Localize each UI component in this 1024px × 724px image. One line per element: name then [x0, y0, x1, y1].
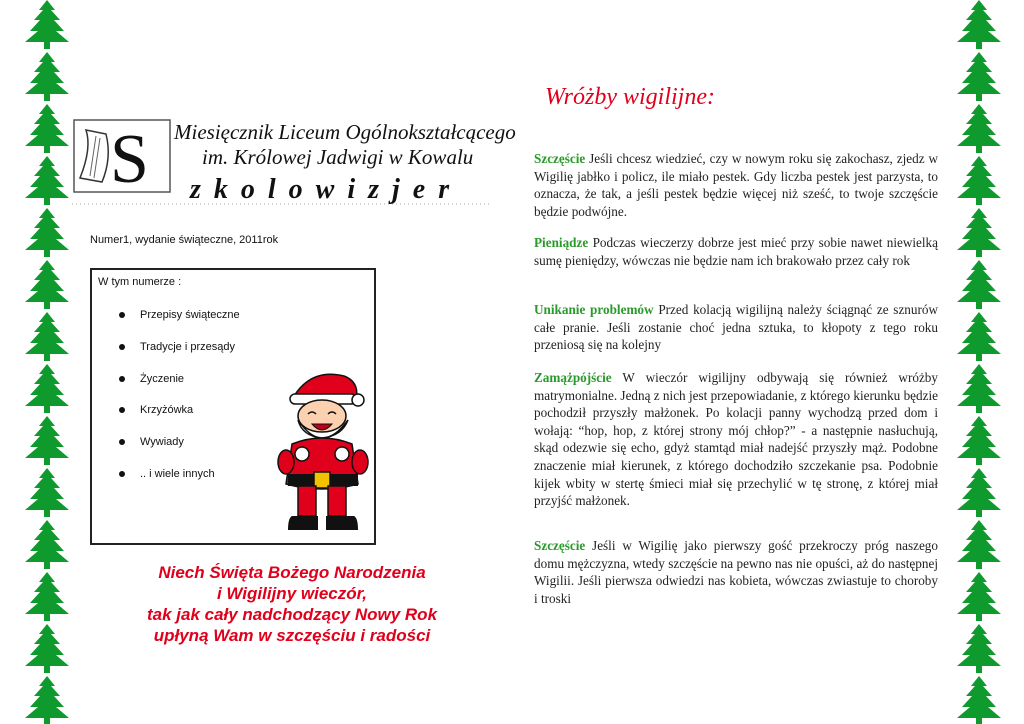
logo-letter: S — [110, 121, 149, 194]
christmas-tree-icon — [22, 466, 72, 518]
bullet-icon — [119, 439, 125, 445]
article-paragraph — [534, 537, 938, 607]
contents-item-label: .. i wiele innych — [140, 467, 215, 480]
newsletter-title: zkolowizjer — [190, 174, 463, 205]
article-paragraph — [534, 301, 938, 354]
christmas-tree-icon — [22, 622, 72, 674]
issue-line: Numer1, wydanie świąteczne, 2011rok — [90, 234, 279, 246]
list-item — [92, 467, 240, 499]
greeting-line: upłyną Wam w szczęściu i radości — [153, 626, 431, 645]
article-text: Przed kolacją wigilijną należy ściągnąć ze sznurów całe pranie. Jeśli zostanie choć jedna sztuka, to kłopoty z tego roku przeniosą się na kolejny — [534, 302, 938, 353]
christmas-tree-icon — [954, 154, 1004, 206]
greeting-line: i Wigilijny wieczór, — [216, 584, 368, 603]
christmas-tree-icon — [954, 0, 1004, 50]
christmas-tree-icon — [22, 310, 72, 362]
greeting-line: tak jak cały nadchodzący Nowy Rok — [146, 605, 438, 624]
christmas-tree-icon — [22, 674, 72, 724]
christmas-tree-icon — [954, 518, 1004, 570]
christmas-tree-icon — [954, 622, 1004, 674]
christmas-tree-icon — [954, 466, 1004, 518]
bullet-icon — [119, 344, 125, 350]
masthead-line-2: im. Królowej Jadwigi w Kowalu — [202, 145, 474, 169]
christmas-tree-icon — [22, 0, 72, 50]
bullet-icon — [119, 407, 125, 413]
christmas-tree-icon — [22, 518, 72, 570]
book-logo-icon — [72, 118, 172, 194]
christmas-tree-icon — [22, 154, 72, 206]
left-tree-border — [22, 0, 72, 724]
contents-item-label: Życzenie — [140, 372, 185, 385]
article-keyword: Unikanie problemów — [534, 302, 654, 317]
article-paragraph — [534, 150, 938, 220]
article-paragraph — [534, 234, 938, 269]
article-keyword: Zamążpójście — [534, 370, 612, 385]
santa-illustration — [272, 366, 372, 538]
list-item — [92, 308, 240, 340]
greeting-line: Niech Święta Bożego Narodzenia — [158, 563, 426, 582]
christmas-tree-icon — [954, 50, 1004, 102]
contents-item-label: Wywiady — [140, 436, 184, 449]
christmas-tree-icon — [22, 414, 72, 466]
contents-list — [92, 308, 240, 499]
christmas-tree-icon — [22, 362, 72, 414]
right-title: Wróżby wigilijne: — [545, 84, 715, 110]
masthead — [72, 118, 516, 208]
christmas-tree-icon — [954, 310, 1004, 362]
bullet-icon — [119, 471, 125, 477]
bullet-icon — [119, 312, 125, 318]
christmas-tree-icon — [22, 570, 72, 622]
article-text: W wieczór wigilijny odbywają się również wróżby matrymonialne. Jedną z nich jest przepowiadanie, z którego kierunku będzie pochodził przyszły małżonek. Po kolacji panny wychodzą przed dom i wołają: “hop, hop, z której strony mój chłop?” - a następnie nasłuchują, skąd odezwie się echo, gdyż stamtąd miał nadejść przyszły mąż. Podobne znaczenie miał kierunek, z którego dochodziło szczekanie psa. Podobnie kijek wbity w stertę śmieci miał się przechylić w tę stronę, z której miał przyjść małżonek. — [534, 370, 938, 509]
article-paragraph — [534, 369, 938, 510]
right-tree-border — [954, 0, 1004, 724]
contents-item-label: Przepisy świąteczne — [140, 309, 240, 321]
bullet-icon — [119, 376, 125, 382]
christmas-tree-icon — [22, 206, 72, 258]
christmas-tree-icon — [954, 674, 1004, 724]
christmas-tree-icon — [954, 206, 1004, 258]
article-text: Jeśli w Wigilię jako pierwszy gość przekroczy próg naszego domu mężczyzna, wtedy szczęście na pewno nas nie opuści, aż do następnej Wigilii. Jeśli pierwsza odwiedzi nas kobieta, wówczas zwiastuje to choroby i troski — [534, 538, 938, 606]
contents-item-label: Tradycje i przesądy — [140, 340, 235, 353]
christmas-tree-icon — [954, 570, 1004, 622]
contents-box — [90, 268, 376, 545]
masthead-line-1: Miesięcznik Liceum Ogólnokształcącego — [174, 120, 516, 144]
article-text: Podczas wieczerzy dobrze jest mieć przy sobie nawet niewielką sumę pieniędzy, wówczas nie będzie nam ich brakowało przez cały rok — [534, 235, 938, 268]
article-keyword: Szczęście — [534, 538, 586, 553]
christmas-tree-icon — [954, 414, 1004, 466]
contents-item-label: Krzyżówka — [140, 404, 194, 417]
christmas-tree-icon — [22, 258, 72, 310]
masthead-dotted-rule — [72, 200, 492, 208]
article-keyword: Pieniądze — [534, 235, 589, 250]
list-item — [92, 372, 240, 404]
article-text: Jeśli chcesz wiedzieć, czy w nowym roku się zakochasz, zjedz w Wigilię jabłko i policz, ile miało pestek. Gdy liczba pestek jest parzysta, to oznacza, że tak, a jeśli pestek będzie więcej niż sześć, to twoje szczęście będzie podwójne. — [534, 151, 938, 219]
article-keyword: Szczęście — [534, 151, 586, 166]
christmas-tree-icon — [954, 362, 1004, 414]
list-item — [92, 435, 240, 467]
christmas-tree-icon — [954, 258, 1004, 310]
christmas-tree-icon — [22, 50, 72, 102]
list-item — [92, 403, 240, 435]
christmas-tree-icon — [954, 102, 1004, 154]
list-item — [92, 340, 240, 372]
christmas-tree-icon — [22, 102, 72, 154]
greeting — [92, 562, 492, 646]
contents-title: W tym numerze : — [98, 276, 182, 288]
